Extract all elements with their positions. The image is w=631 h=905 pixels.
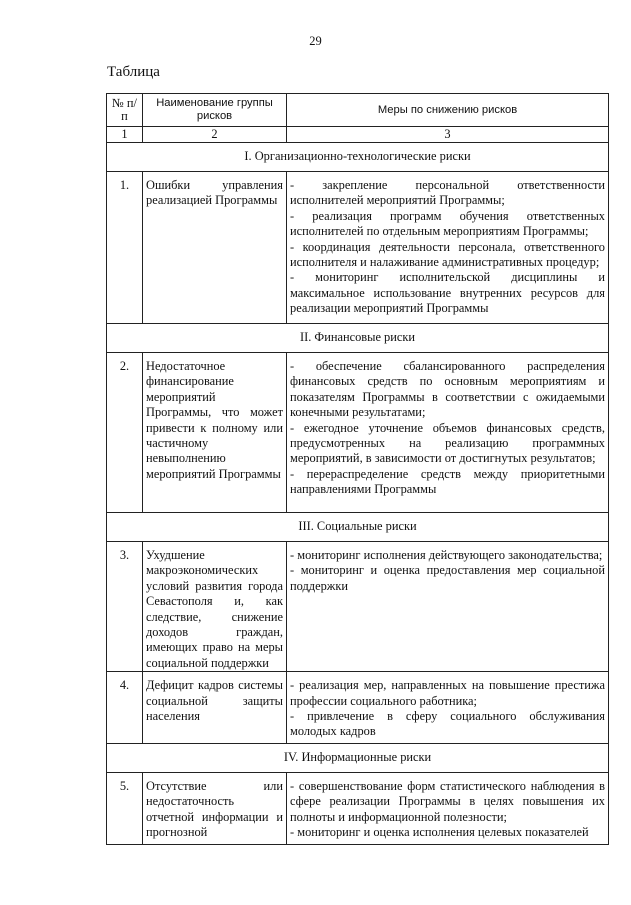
row-number: 5. [107, 772, 143, 844]
row-number: 2. [107, 353, 143, 513]
section-title: II. Финансовые риски [107, 324, 609, 353]
section-title: IV. Информационные риски [107, 743, 609, 772]
measure-item: - мониторинг и оценка предоставления мер социальной поддержки [290, 563, 605, 593]
column-number: 1 [107, 127, 143, 143]
page-number: 29 [309, 34, 322, 48]
measure-item: - совершенствование форм статистического наблюдения в сфере реализации Программы в целях повышения их полноты и информационной полезности; [290, 778, 605, 824]
risk-group-name: Дефицит кадров системы социальной защиты населения [143, 672, 287, 744]
risk-measures [287, 772, 609, 844]
table-row [107, 672, 609, 744]
section-row [107, 743, 609, 772]
header-col-number: № п/п [107, 94, 143, 127]
section-row [107, 324, 609, 353]
header-col-measures: Меры по снижению рисков [287, 94, 609, 127]
row-number: 1. [107, 172, 143, 324]
column-number: 2 [143, 127, 287, 143]
measure-item: - мониторинг и оценка исполнения целевых показателей [290, 825, 589, 840]
measure-item: - закрепление персональной ответственности исполнителей мероприятий Программы; [290, 178, 605, 208]
risk-measures [287, 542, 609, 672]
table-header [107, 94, 609, 143]
risk-group-name: Ухудшение макроэкономических условий развития города Севастополя и, как следствие, снижение доходов граждан, имеющих право на меры социальной поддержки [143, 542, 287, 672]
measure-item: - мониторинг исполнительской дисциплины и максимальное использование внутренних ресурсов для реализации мероприятий Программы [290, 270, 605, 316]
measure-item: - мониторинг исполнения действующего законодательства; [290, 548, 603, 562]
row-number: 3. [107, 542, 143, 672]
measure-item: - привлечение в сферу социального обслуживания молодых кадров [290, 709, 605, 739]
measure-item: - реализация программ обучения ответственных исполнителей по отдельным мероприятиям Программы; [290, 208, 605, 239]
section-row [107, 143, 609, 172]
section-title: III. Социальные риски [107, 513, 609, 542]
section-row [107, 513, 609, 542]
table-body [107, 143, 609, 845]
risk-group-name: Недостаточное финансирование мероприятий Программы, что может привести к полному или частичному невыполнению мероприятий Программы [143, 353, 287, 513]
measure-item: - реализация мер, направленных на повышение престижа профессии социального работника; [290, 678, 605, 708]
table-row [107, 172, 609, 324]
measure-item: - координация деятельности персонала, ответственного исполнителя и налаживание административных процедур; [290, 239, 605, 270]
risk-table [106, 93, 609, 845]
table-row [107, 353, 609, 513]
column-numbers-row [107, 127, 609, 143]
measure-item: - ежегодное уточнение объемов финансовых средств, предусмотренных на реализацию программных мероприятий, в зависимости от достигнутых результатов; [290, 420, 605, 466]
risk-measures [287, 672, 609, 744]
risk-group-name: Ошибки управления реализацией Программы [143, 172, 287, 324]
table-caption: Таблица [107, 64, 160, 80]
table-row [107, 542, 609, 672]
risk-group-name: Отсутствие или недостаточность отчетной информации и прогнозной [143, 772, 287, 844]
header-col-risk-group: Наименование группы рисков [143, 94, 287, 127]
row-number: 4. [107, 672, 143, 744]
column-number: 3 [287, 127, 609, 143]
risk-measures [287, 353, 609, 513]
table-row [107, 772, 609, 844]
section-title: I. Организационно-технологические риски [107, 143, 609, 172]
measure-item: - перераспределение средств между приоритетными направлениями Программы [290, 466, 605, 497]
risk-measures [287, 172, 609, 324]
measure-item: - обеспечение сбалансированного распределения финансовых средств по основным мероприятиям и показателям Программы в соответствии с ожидаемыми конечными результатами; [290, 359, 605, 420]
